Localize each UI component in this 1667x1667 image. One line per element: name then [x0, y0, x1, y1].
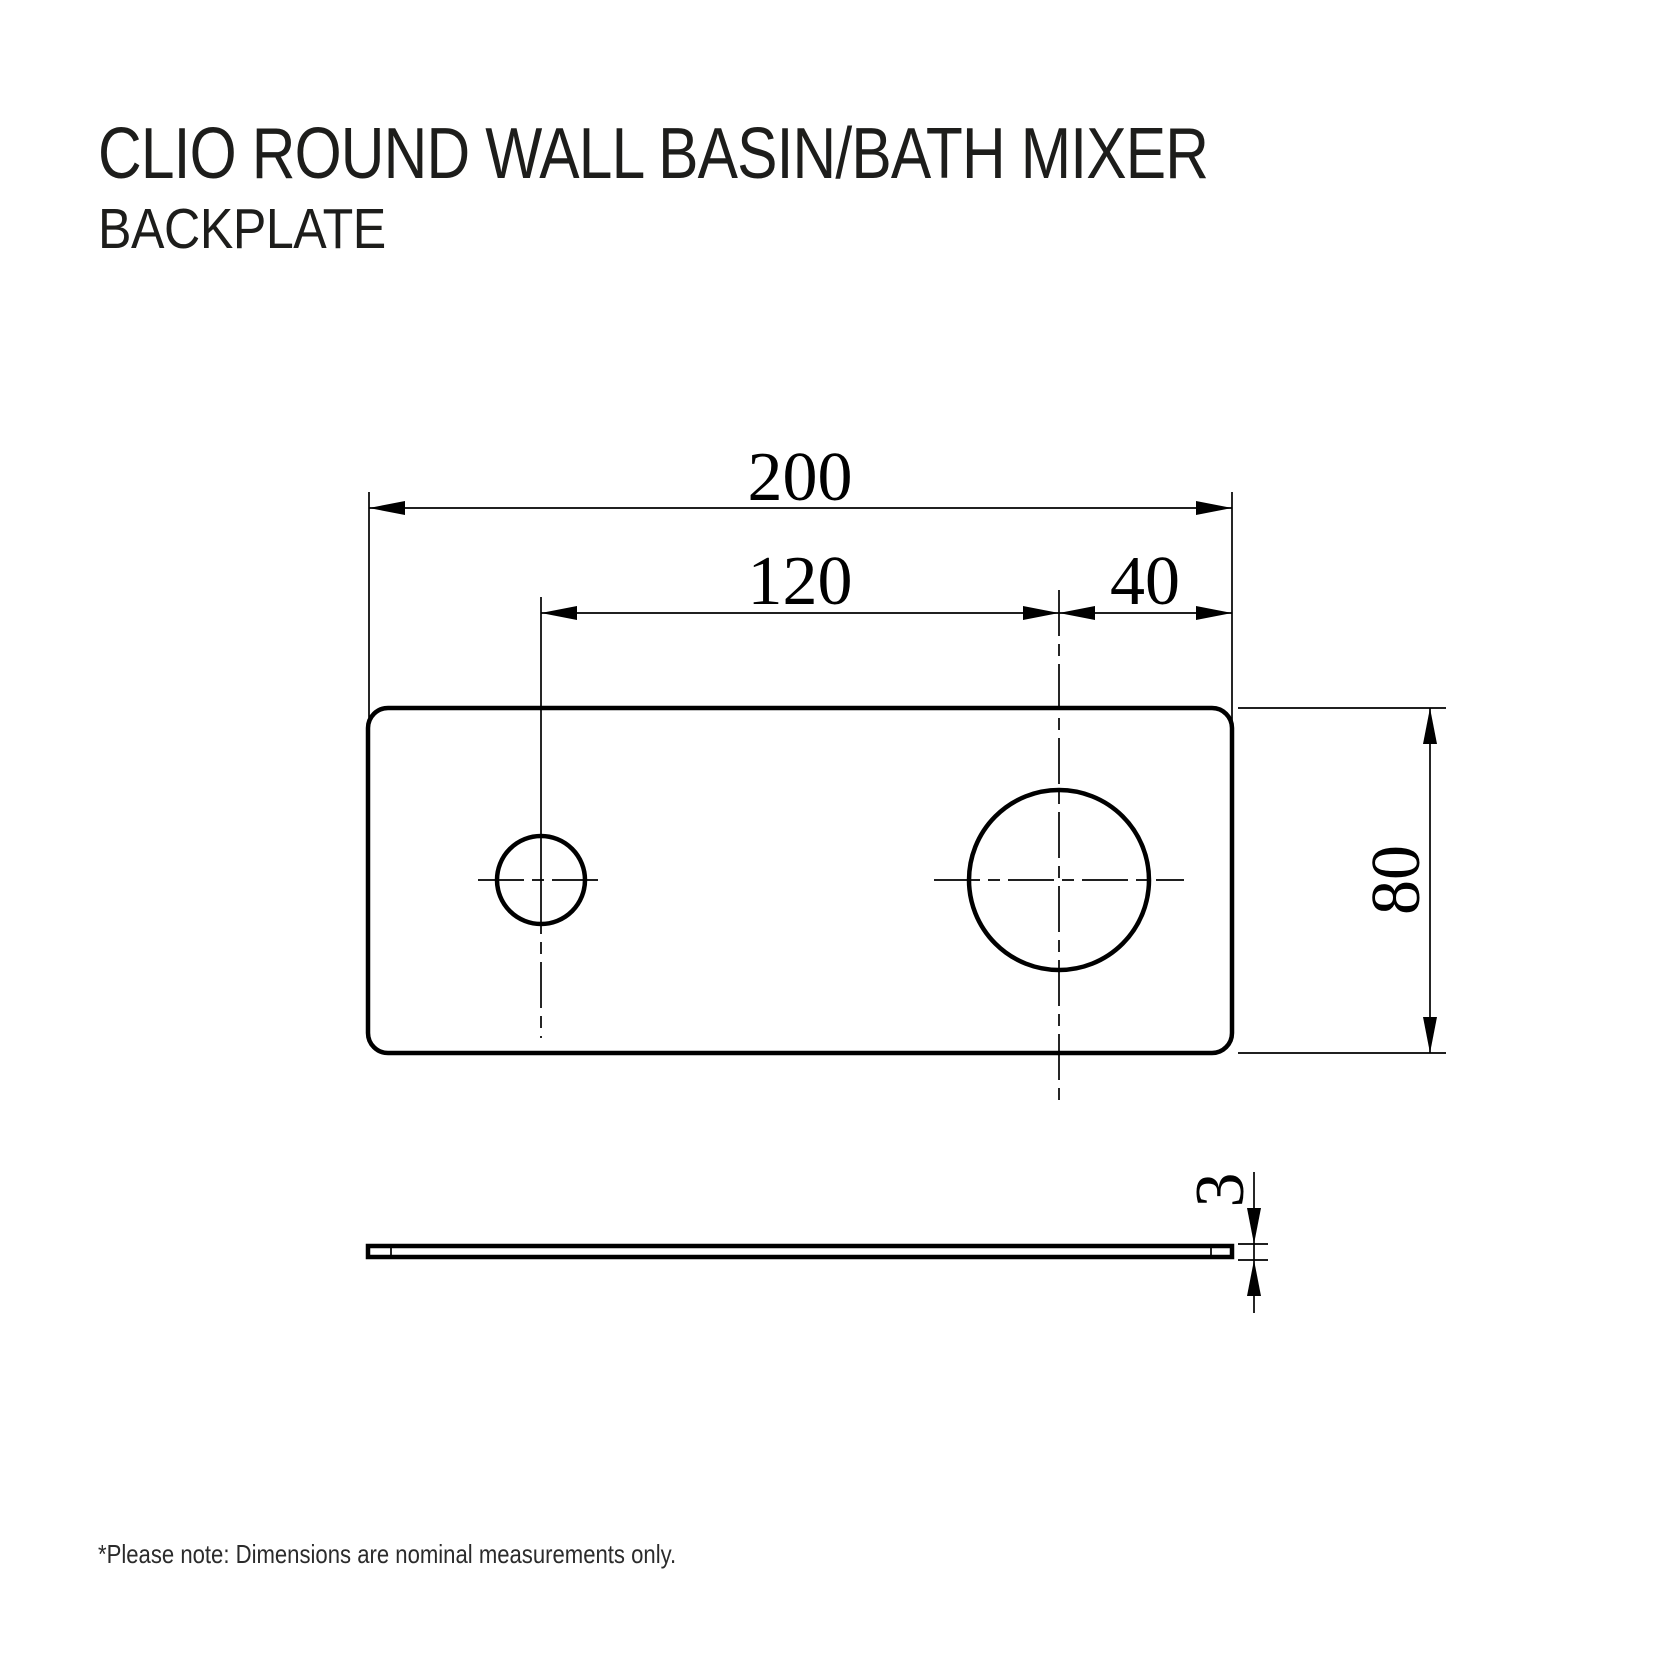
dimension-label-200: 200	[747, 439, 853, 516]
dimension-arrowhead-up	[1247, 1260, 1261, 1296]
footer-note: *Please note: Dimensions are nominal measurements only.	[98, 1539, 677, 1569]
side-view	[368, 1246, 1232, 1258]
page-subtitle: BACKPLATE	[98, 197, 386, 261]
dimension-arrowhead-left	[1059, 606, 1095, 620]
dimension-arrowhead-right	[1196, 501, 1232, 515]
dimension-arrowhead-left	[369, 501, 405, 515]
dimension-label-120: 120	[747, 543, 853, 620]
dimension-arrowhead-left	[541, 606, 577, 620]
dimensions	[369, 439, 1446, 1313]
page-title: CLIO ROUND WALL BASIN/BATH MIXER	[98, 114, 1209, 194]
dimension-label-3: 3	[1182, 1172, 1259, 1208]
dimension-arrowhead-right	[1196, 606, 1232, 620]
dimension-label-40: 40	[1110, 543, 1180, 620]
side-plate-outline	[368, 1246, 1232, 1257]
dimension-label-80: 80	[1358, 845, 1435, 915]
dimension-arrowhead-up	[1423, 708, 1437, 744]
dimension-arrowhead-right	[1023, 606, 1059, 620]
dimension-arrowhead-down	[1423, 1017, 1437, 1053]
dimension-arrowhead-down	[1247, 1208, 1261, 1244]
